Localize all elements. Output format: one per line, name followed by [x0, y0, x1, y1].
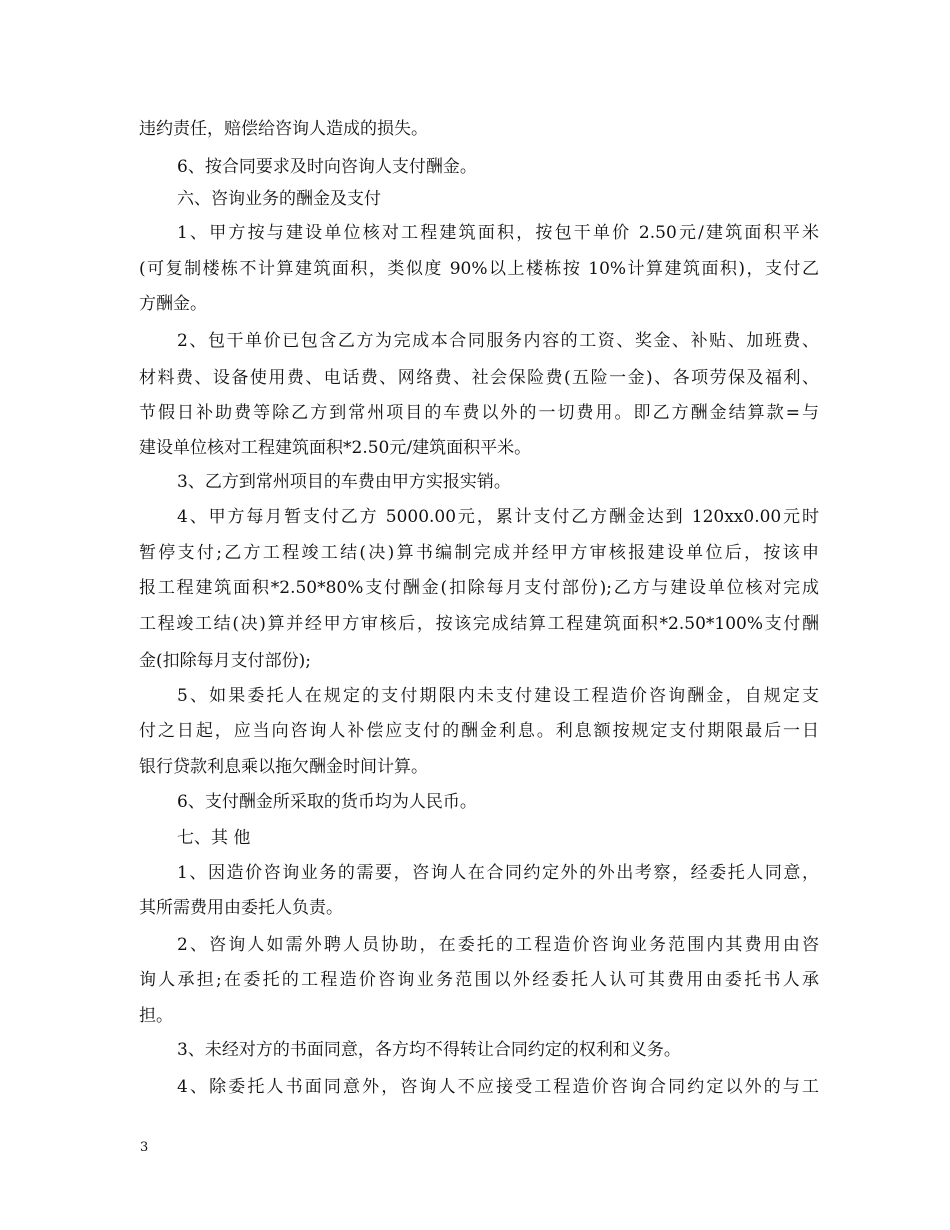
text-line: 违约责任，赔偿给咨询人造成的损失。 [139, 119, 428, 139]
text-line: 5、如果委托人在规定的支付期限内未支付建设工程造价咨询酬金，自规定支 [177, 686, 819, 706]
text-line: 担。 [139, 1006, 173, 1026]
text-line: 4、除委托人书面同意外，咨询人不应接受工程造价咨询合同约定以外的与工 [177, 1077, 819, 1097]
text-line: (可复制楼栋不计算建筑面积，类似度 90%以上楼栋按 10%计算建筑面积)，支付乙 [139, 259, 819, 279]
text-line: 其所需费用由委托人负责。 [139, 898, 343, 918]
text-line: 材料费、设备使用费、电话费、网络费、社会保险费(五险一金)、各项劳保及福利、 [139, 368, 819, 388]
text-line: 银行贷款利息乘以拖欠酬金时间计算。 [139, 757, 428, 777]
text-line: 工程竣工结(决)算并经甲方审核后，按该完成结算工程建筑面积*2.50*100%支付酬 [139, 614, 819, 634]
text-line: 节假日补助费等除乙方到常州项目的车费以外的一切费用。即乙方酬金结算款=与 [139, 403, 819, 423]
text-line: 建设单位核对工程建筑面积*2.50元/建筑面积平米。 [139, 438, 532, 458]
page-number: 3 [140, 1140, 149, 1155]
text-line: 1、甲方按与建设单位核对工程建筑面积，按包干单价 2.50元/建筑面积平米 [177, 223, 819, 243]
text-line: 3、乙方到常州项目的车费由甲方实报实销。 [177, 472, 511, 492]
text-line: 6、支付酬金所采取的货币均为人民币。 [177, 792, 477, 812]
text-line: 方酬金。 [139, 294, 207, 314]
section-heading: 六、咨询业务的酬金及支付 [177, 189, 381, 209]
text-line: 暂停支付;乙方工程竣工结(决)算书编制完成并经甲方审核报建设单位后，按该申 [139, 543, 819, 563]
text-line: 6、按合同要求及时向咨询人支付酬金。 [177, 157, 477, 177]
text-line: 2、咨询人如需外聘人员协助，在委托的工程造价咨询业务范围内其费用由咨 [177, 935, 819, 955]
text-line: 报工程建筑面积*2.50*80%支付酬金(扣除每月支付部份);乙方与建设单位核对完成 [139, 578, 819, 598]
text-line: 3、未经对方的书面同意，各方均不得转让合同约定的权利和义务。 [177, 1040, 681, 1060]
text-line: 2、包干单价已包含乙方为完成本合同服务内容的工资、奖金、补贴、加班费、 [177, 331, 819, 351]
text-line: 4、甲方每月暂支付乙方 5000.00元，累计支付乙方酬金达到 120xx0.00元时 [177, 507, 819, 527]
section-heading: 七、其 他 [177, 828, 251, 848]
text-line: 1、因造价咨询业务的需要，咨询人在合同约定外的外出考察，经委托人同意， [177, 863, 819, 883]
text-line: 金(扣除每月支付部份); [139, 651, 311, 671]
text-line: 询人承担;在委托的工程造价咨询业务范围以外经委托人认可其费用由委托书人承 [139, 970, 819, 990]
text-line: 付之日起，应当向咨询人补偿应支付的酬金利息。利息额按规定支付期限最后一日 [139, 721, 819, 741]
